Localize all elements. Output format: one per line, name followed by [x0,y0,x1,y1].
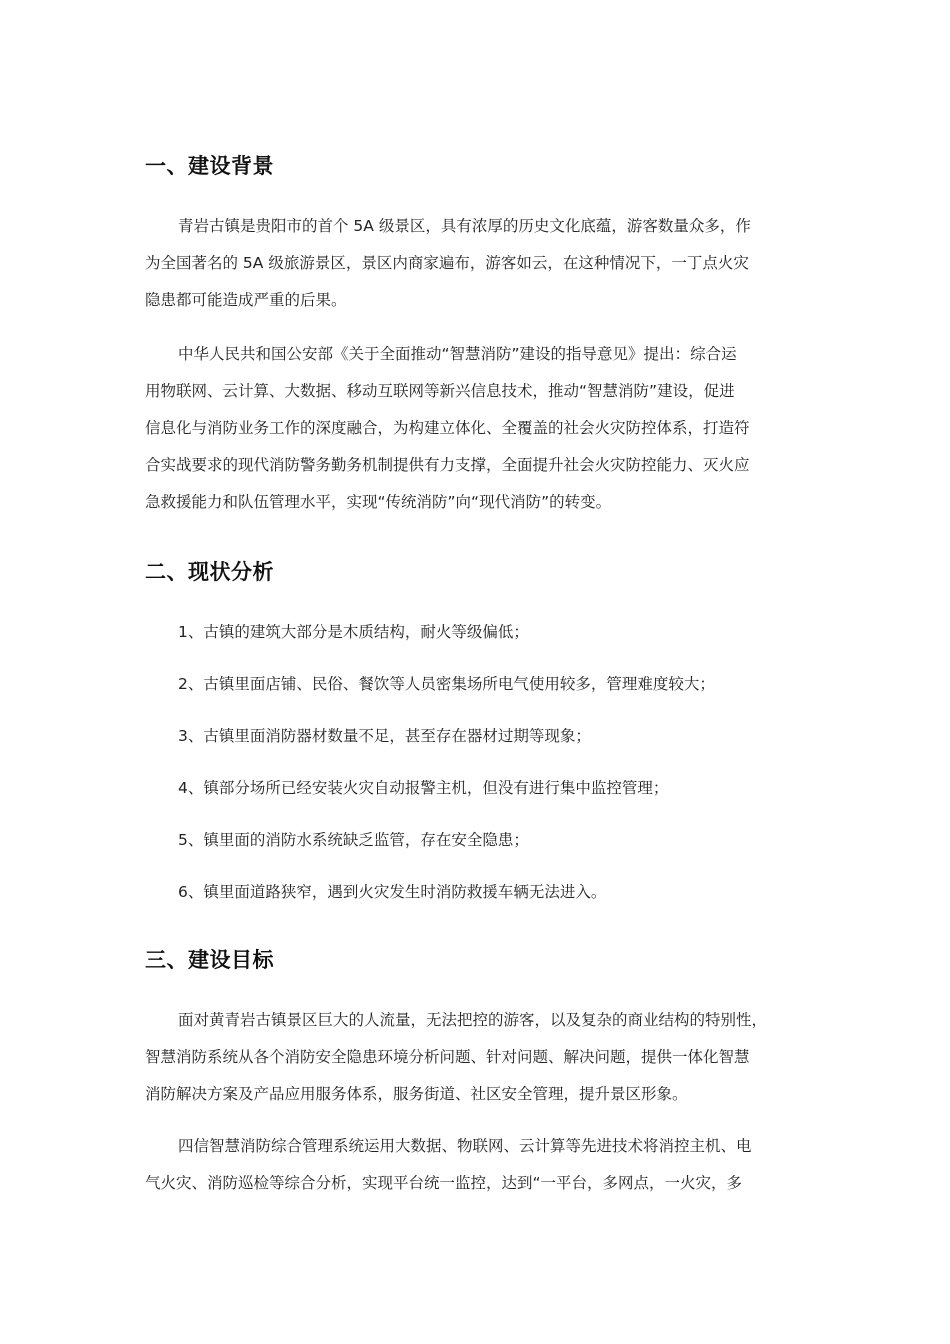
paragraph-background-1 [145,208,805,319]
paragraph-line: 面对黄青岩古镇景区巨大的人流量，无法把控的游客，以及复杂的商业结构的特别性， [178,1011,768,1029]
list-item: 1、古镇的建筑大部分是木质结构，耐火等级偏低； [178,623,529,641]
paragraph-line: 中华人民共和国公安部《关于全面推动“智慧消防”建设的指导意见》提出：综合运 [178,345,737,363]
paragraph-line: 四信智慧消防综合管理系统运用大数据、物联网、云计算等先进技术将消控主机、电 [178,1137,752,1155]
paragraph-line: 信息化与消防业务工作的深度融合，为构建立体化、全覆盖的社会火灾防控体系，打造符 [145,419,750,437]
paragraph-line: 急救援能力和队伍管理水平，实现“传统消防”向“现代消防”的转变。 [145,493,612,511]
section-heading-goals: 三、建设目标 [145,948,274,972]
paragraph-line: 用物联网、云计算、大数据、移动互联网等新兴信息技术，推动“智慧消防”建设，促进 [145,382,735,400]
paragraph-line: 青岩古镇是贵阳市的首个 5A 级景区，具有浓厚的历史文化底蕴，游客数量众多，作 [178,217,751,235]
paragraph-line: 为全国著名的 5A 级旅游景区，景区内商家遍布，游客如云，在这种情况下，一丁点火灾 [145,254,749,272]
paragraph-line: 气火灾、消防巡检等综合分析，实现平台统一监控，达到“一平台，多网点，一火灾，多 [145,1174,743,1192]
paragraph-goals-2 [145,1128,805,1202]
list-item: 3、古镇里面消防器材数量不足，甚至存在器材过期等现象； [178,727,591,745]
list-item: 2、古镇里面店铺、民俗、餐饮等人员密集场所电气使用较多，管理难度较大； [178,675,715,693]
list-item: 4、镇部分场所已经安装火灾自动报警主机，但没有进行集中监控管理； [178,779,669,797]
paragraph-line: 合实战要求的现代消防警务勤务机制提供有力支撑，全面提升社会火灾防控能力、灭火应 [145,456,750,474]
list-item: 5、镇里面的消防水系统缺乏监管，存在安全隐患； [178,831,529,849]
paragraph-line: 消防解决方案及产品应用服务体系，服务街道、社区安全管理，提升景区形象。 [145,1085,688,1103]
paragraph-line: 智慧消防系统从各个消防安全隐患环境分析问题、针对问题、解决问题，提供一体化智慧 [145,1048,750,1066]
list-item: 6、镇里面道路狭窄，遇到火灾发生时消防救援车辆无法进入。 [178,883,607,901]
paragraph-goals-1 [145,1002,805,1113]
paragraph-line: 隐患都可能造成严重的后果。 [145,291,347,309]
section-heading-status: 二、现状分析 [145,560,274,584]
paragraph-background-2 [145,336,805,521]
section-heading-background: 一、建设背景 [145,154,274,178]
